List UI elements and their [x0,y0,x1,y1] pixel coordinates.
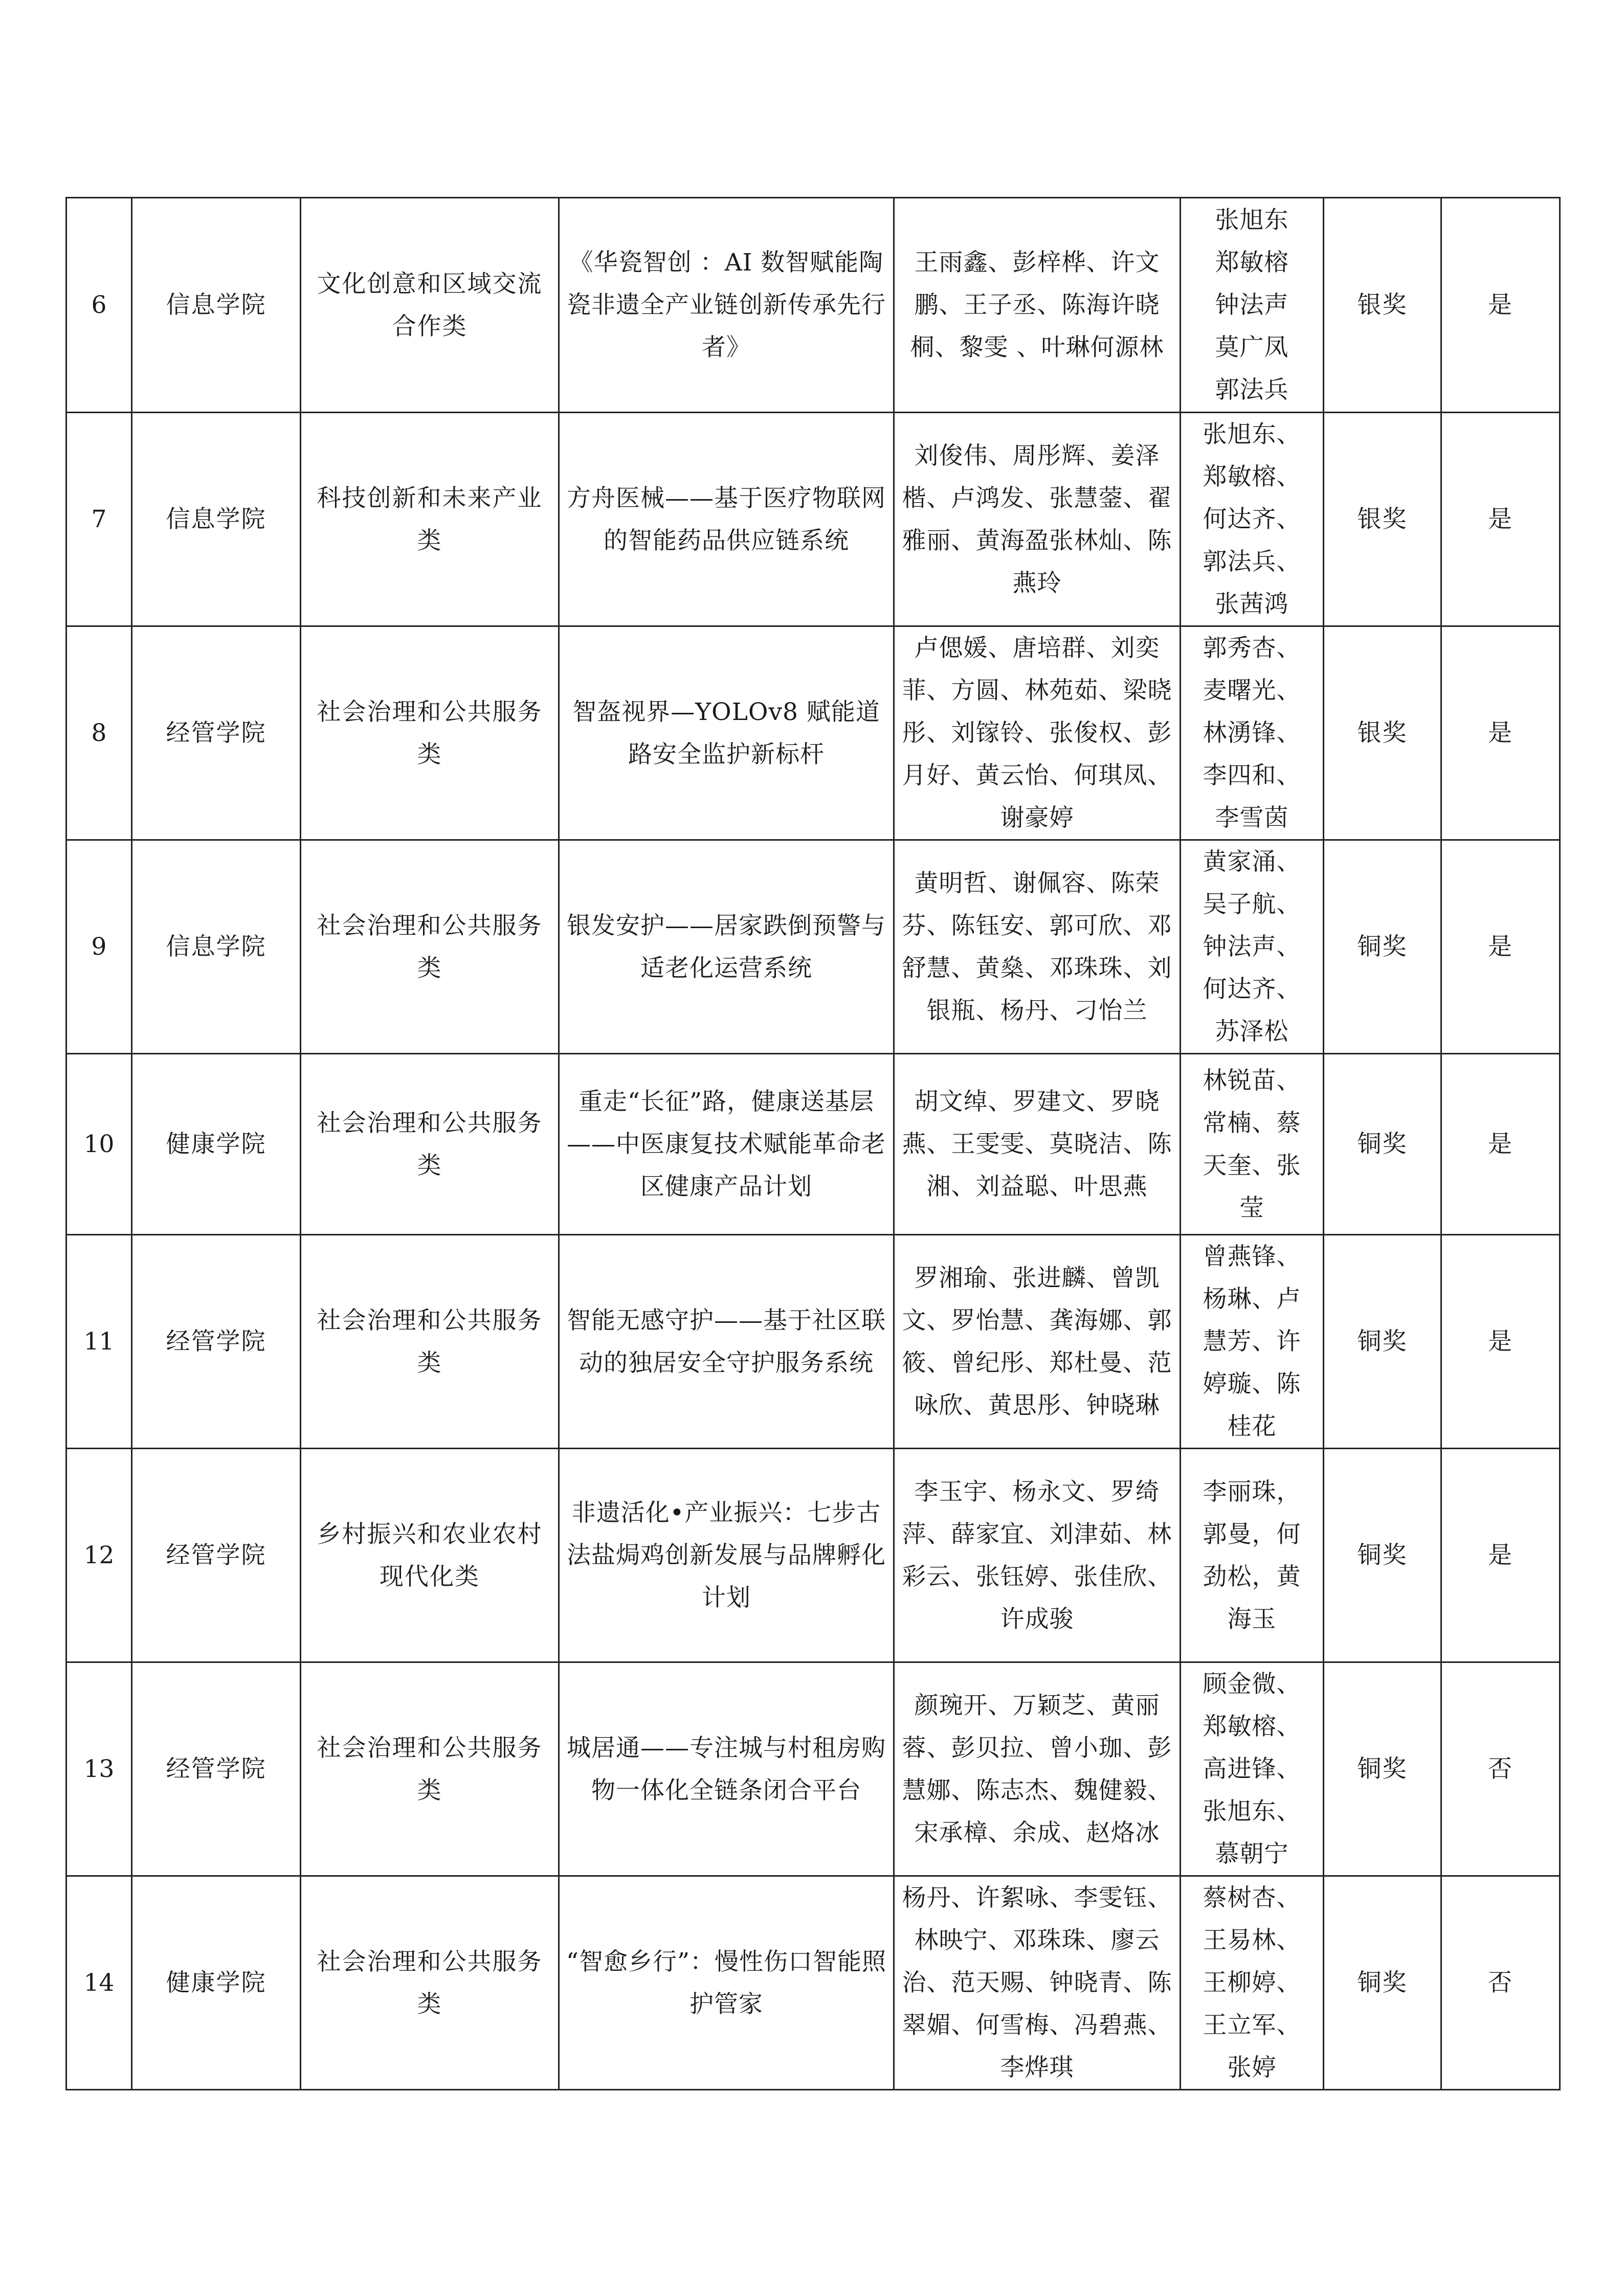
advisor-line: 莹 [1239,1194,1264,1222]
advisor-line: 高进锋、 [1203,1755,1301,1783]
college-cell: 健康学院 [132,1054,301,1235]
advisor-line: 慧芳、许 [1203,1327,1301,1356]
table-row [66,1235,1560,1449]
advisors-cell [1181,840,1324,1054]
category-cell: 科技创新和未来产业类 [301,413,559,626]
advisors-cell [1181,413,1324,626]
table-row [66,1449,1560,1662]
advisor-line: 林湧锋、 [1203,719,1301,747]
category-cell: 社会治理和公共服务类 [301,840,559,1054]
table-row [66,198,1560,413]
project-name-cell: “智愈乡行”：慢性伤口智能照护管家 [559,1876,894,2090]
advisor-line: 王易林、 [1203,1926,1301,1954]
project-name-cell: 银发安护——居家跌倒预警与适老化运营系统 [559,840,894,1054]
award-level-cell: 银奖 [1324,626,1441,840]
advisor-line: 王立军、 [1203,2011,1301,2039]
college-cell: 信息学院 [132,413,301,626]
award-level-cell: 铜奖 [1324,1235,1441,1449]
table-row [66,626,1560,840]
advisor-line: 顾金微、 [1203,1670,1301,1698]
advisor-line: 张婷 [1227,2054,1277,2082]
row-number: 6 [66,198,132,413]
college-cell: 健康学院 [132,1876,301,2090]
category-cell: 乡村振兴和农业农村现代化类 [301,1449,559,1662]
category-cell: 社会治理和公共服务类 [301,1235,559,1449]
row-number: 10 [66,1054,132,1235]
advisor-line: 林锐苗、 [1203,1066,1301,1095]
advisor-line: 海玉 [1227,1605,1277,1633]
advisor-line: 婷璇、陈 [1203,1370,1301,1398]
row-number: 7 [66,413,132,626]
advisor-line: 常楠、蔡 [1203,1109,1301,1137]
college-cell: 经管学院 [132,626,301,840]
members-cell: 罗湘瑜、张进麟、曾凯文、罗怡慧、龚海娜、郭筱、曾纪彤、郑杜曼、范咏欣、黄思彤、钟晓琳 [894,1235,1181,1449]
advisors-cell [1181,1054,1324,1235]
award-level-cell: 铜奖 [1324,1449,1441,1662]
row-number: 14 [66,1876,132,2090]
category-cell: 社会治理和公共服务类 [301,1054,559,1235]
recommendation-flag-cell: 是 [1441,626,1560,840]
category-cell: 文化创意和区域交流合作类 [301,198,559,413]
recommendation-flag-cell: 是 [1441,413,1560,626]
advisor-line: 郭曼，何 [1203,1520,1301,1548]
advisor-line: 郑敏榕 [1215,249,1289,277]
members-cell: 黄明哲、谢佩容、陈荣芬、陈钰安、郭可欣、邓舒慧、黄燊、邓珠珠、刘银瓶、杨丹、刁怡兰 [894,840,1181,1054]
project-name-cell: 城居通——专注城与村租房购物一体化全链条闭合平台 [559,1662,894,1876]
recommendation-flag-cell: 否 [1441,1662,1560,1876]
advisor-line: 莫广凤 [1215,333,1289,362]
recommendation-flag-cell: 是 [1441,1449,1560,1662]
row-number: 8 [66,626,132,840]
row-number: 11 [66,1235,132,1449]
advisors-cell [1181,1876,1324,2090]
college-cell: 经管学院 [132,1235,301,1449]
advisor-line: 天奎、张 [1203,1151,1301,1180]
advisor-line: 张旭东 [1215,206,1289,234]
advisor-line: 麦曙光、 [1203,677,1301,705]
category-cell: 社会治理和公共服务类 [301,1876,559,2090]
project-name-cell: 智盔视界—YOLOv8 赋能道路安全监护新标杆 [559,626,894,840]
project-name-cell: 重走“长征”路，健康送基层——中医康复技术赋能革命老区健康产品计划 [559,1054,894,1235]
advisor-line: 王柳婷、 [1203,1969,1301,1997]
members-cell: 胡文绰、罗建文、罗晓燕、王雯雯、莫晓洁、陈湘、刘益聪、叶思燕 [894,1054,1181,1235]
recommendation-flag-cell: 否 [1441,1876,1560,2090]
advisor-line: 吴子航、 [1203,890,1301,918]
table-row [66,1876,1560,2090]
advisor-line: 蔡树杏、 [1203,1884,1301,1912]
recommendation-flag-cell: 是 [1441,1235,1560,1449]
award-level-cell: 铜奖 [1324,1876,1441,2090]
project-name-cell: 方舟医械——基于医疗物联网的智能药品供应链系统 [559,413,894,626]
advisor-line: 李四和、 [1203,761,1301,790]
recommendation-flag-cell: 是 [1441,1054,1560,1235]
members-cell: 刘俊伟、周彤辉、姜泽楷、卢鸿发、张慧蓥、翟雅丽、黄海盈张林灿、陈燕玲 [894,413,1181,626]
row-number: 12 [66,1449,132,1662]
advisor-line: 张茜鸿 [1215,590,1289,618]
table-row [66,840,1560,1054]
college-cell: 信息学院 [132,198,301,413]
advisor-line: 张旭东、 [1203,420,1301,448]
advisor-line: 张旭东、 [1203,1797,1301,1826]
project-name-cell: 非遗活化•产业振兴：七步古法盐焗鸡创新发展与品牌孵化计划 [559,1449,894,1662]
advisor-line: 劲松，黄 [1203,1562,1301,1591]
project-name-cell: 智能无感守护——基于社区联动的独居安全守护服务系统 [559,1235,894,1449]
award-level-cell: 铜奖 [1324,1054,1441,1235]
members-cell: 王雨鑫、彭梓桦、许文鹏、王子丞、陈海许晓桐、黎雯 、叶琳何源林 [894,198,1181,413]
row-number: 9 [66,840,132,1054]
advisor-line: 慕朝宁 [1215,1840,1289,1868]
college-cell: 信息学院 [132,840,301,1054]
members-cell: 杨丹、许絮咏、李雯钰、林映宁、邓珠珠、廖云治、范天赐、钟晓青、陈翠媚、何雪梅、冯碧燕、李烨琪 [894,1876,1181,2090]
advisor-line: 郑敏榕、 [1203,1713,1301,1741]
row-number: 13 [66,1662,132,1876]
category-cell: 社会治理和公共服务类 [301,626,559,840]
advisors-cell [1181,1449,1324,1662]
award-level-cell: 银奖 [1324,413,1441,626]
advisors-cell [1181,626,1324,840]
advisors-cell [1181,1235,1324,1449]
members-cell: 李玉宇、杨永文、罗绮萍、薛家宜、刘津茹、林彩云、张钰婷、张佳欣、许成骏 [894,1449,1181,1662]
advisor-line: 郑敏榕、 [1203,463,1301,491]
advisor-line: 苏泽松 [1215,1018,1289,1046]
project-name-cell: 《华瓷智创 ：AI 数智赋能陶瓷非遗全产业链创新传承先行者》 [559,198,894,413]
table-row [66,1662,1560,1876]
award-level-cell: 铜奖 [1324,840,1441,1054]
advisor-line: 桂花 [1227,1412,1277,1440]
award-level-cell: 银奖 [1324,198,1441,413]
advisor-line: 郭法兵、 [1203,548,1301,576]
award-table [65,197,1561,2090]
advisors-cell [1181,198,1324,413]
advisor-line: 黄家涌、 [1203,848,1301,876]
advisor-line: 杨琳、卢 [1203,1285,1301,1313]
college-cell: 经管学院 [132,1449,301,1662]
category-cell: 社会治理和公共服务类 [301,1662,559,1876]
advisor-line: 何达齐、 [1203,975,1301,1003]
table-row [66,413,1560,626]
award-level-cell: 铜奖 [1324,1662,1441,1876]
table-body [66,198,1560,2090]
members-cell: 卢偲媛、唐培群、刘奕菲、方圆、林苑茹、梁晓彤、刘镓铃、张俊权、彭月好、黄云怡、何琪凤、谢豪婷 [894,626,1181,840]
advisor-line: 何达齐、 [1203,505,1301,533]
advisors-cell [1181,1662,1324,1876]
table-row [66,1054,1560,1235]
advisor-line: 钟法声、 [1203,933,1301,961]
advisor-line: 郭秀杏、 [1203,634,1301,662]
advisor-line: 李丽珠， [1203,1477,1301,1506]
advisor-line: 曾燕锋、 [1203,1243,1301,1271]
college-cell: 经管学院 [132,1662,301,1876]
advisor-line: 郭法兵 [1215,376,1289,404]
recommendation-flag-cell: 是 [1441,840,1560,1054]
advisor-line: 钟法声 [1215,291,1289,319]
advisor-line: 李雪茵 [1215,804,1289,832]
members-cell: 颜琬开、万颖芝、黄丽蓉、彭贝拉、曾小珈、彭慧娜、陈志杰、魏健毅、宋承樟、余成、赵烙冰 [894,1662,1181,1876]
recommendation-flag-cell: 是 [1441,198,1560,413]
